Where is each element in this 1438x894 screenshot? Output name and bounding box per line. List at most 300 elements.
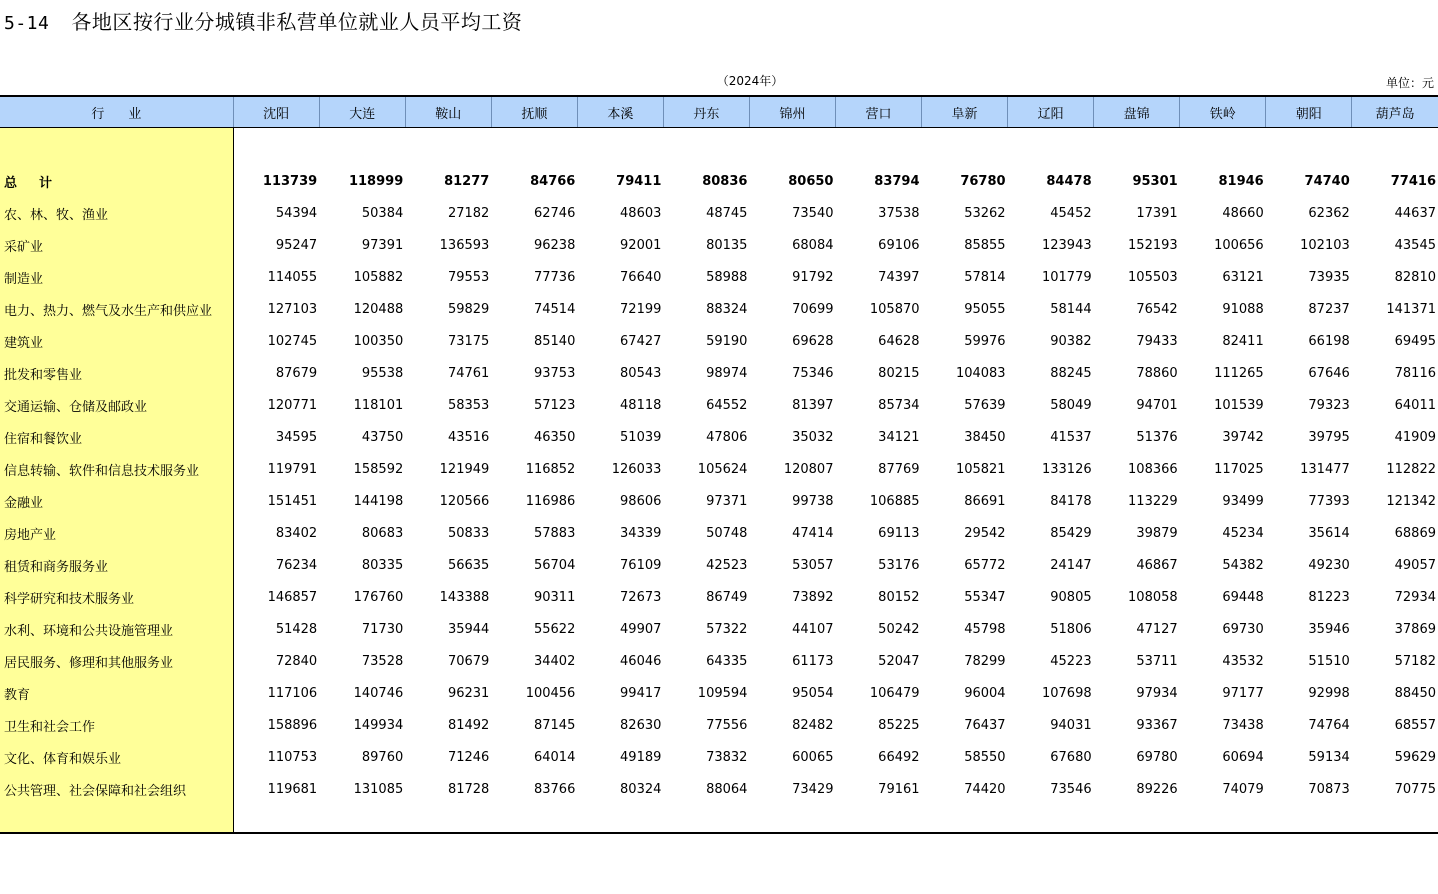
industry-label: 房地产业 bbox=[0, 517, 233, 549]
industry-label: 信息转输、软件和信息技术服务业 bbox=[0, 453, 233, 485]
wage-value: 49189 bbox=[620, 749, 662, 765]
wage-value: 97177 bbox=[1222, 685, 1264, 701]
wage-value: 45223 bbox=[1050, 653, 1092, 669]
wage-value: 101779 bbox=[1041, 269, 1092, 285]
wage-value: 67427 bbox=[620, 333, 662, 349]
wage-value: 88324 bbox=[706, 301, 748, 317]
wage-value: 53711 bbox=[1136, 653, 1178, 669]
wage-value: 82411 bbox=[1222, 333, 1264, 349]
wage-value: 95247 bbox=[275, 237, 318, 253]
wage-value: 108058 bbox=[1128, 589, 1178, 605]
wage-value: 81397 bbox=[792, 397, 834, 413]
wage-value: 74764 bbox=[1308, 717, 1350, 733]
wage-table bbox=[0, 95, 1438, 834]
wage-value: 84178 bbox=[1050, 493, 1092, 509]
wage-value: 84478 bbox=[1046, 173, 1092, 189]
table-title-text: 各地区按行业分城镇非私营单位就业人员平均工资 bbox=[71, 10, 523, 34]
wage-value: 120488 bbox=[353, 301, 404, 317]
wage-value: 87769 bbox=[878, 461, 920, 477]
wage-value: 46867 bbox=[1136, 557, 1178, 573]
wage-value: 96231 bbox=[447, 685, 490, 701]
wage-value: 48118 bbox=[620, 397, 662, 413]
wage-value: 105870 bbox=[869, 301, 920, 317]
wage-value: 46046 bbox=[620, 653, 662, 669]
wage-value: 41537 bbox=[1050, 429, 1092, 445]
wage-value: 45452 bbox=[1050, 205, 1092, 221]
wage-value: 117025 bbox=[1214, 461, 1264, 477]
wage-value: 106885 bbox=[869, 493, 920, 509]
wage-value: 73935 bbox=[1308, 269, 1350, 285]
header-city: 盘锦 bbox=[1094, 96, 1180, 128]
wage-value: 81492 bbox=[447, 717, 490, 733]
wage-value: 141371 bbox=[1386, 301, 1436, 317]
wage-value: 67680 bbox=[1050, 749, 1092, 765]
wage-value: 66198 bbox=[1308, 333, 1350, 349]
wage-value: 89226 bbox=[1136, 781, 1178, 797]
label-cell bbox=[0, 805, 233, 833]
wage-value: 62362 bbox=[1308, 205, 1350, 221]
wage-value: 48660 bbox=[1222, 205, 1264, 221]
wage-value: 56635 bbox=[447, 557, 490, 573]
table-row bbox=[0, 421, 1438, 453]
wage-value: 60694 bbox=[1222, 749, 1264, 765]
wage-value: 44637 bbox=[1394, 205, 1436, 221]
wage-value: 76640 bbox=[620, 269, 662, 285]
wage-value: 49907 bbox=[620, 621, 662, 637]
wage-value: 79161 bbox=[878, 781, 920, 797]
wage-value: 95055 bbox=[964, 301, 1006, 317]
wage-value: 46350 bbox=[533, 429, 576, 445]
wage-value: 74514 bbox=[533, 301, 576, 317]
wage-value: 83766 bbox=[533, 781, 576, 797]
wage-value: 88450 bbox=[1394, 685, 1436, 701]
wage-value: 146857 bbox=[267, 589, 318, 605]
wage-value: 88245 bbox=[1050, 365, 1092, 381]
wage-value: 74761 bbox=[447, 365, 490, 381]
wage-value: 71246 bbox=[447, 749, 490, 765]
wage-value: 93753 bbox=[533, 365, 576, 381]
wage-value: 50833 bbox=[447, 525, 490, 541]
wage-value: 43516 bbox=[447, 429, 490, 445]
wage-value: 95301 bbox=[1132, 173, 1178, 189]
industry-label: 卫生和社会工作 bbox=[0, 709, 233, 741]
table-row bbox=[0, 293, 1438, 325]
wage-value: 51428 bbox=[275, 621, 318, 637]
wage-value: 17391 bbox=[1136, 205, 1178, 221]
wage-value: 72934 bbox=[1394, 589, 1436, 605]
wage-value: 27182 bbox=[447, 205, 490, 221]
wage-value: 58353 bbox=[447, 397, 490, 413]
wage-value: 85429 bbox=[1050, 525, 1092, 541]
unit-note: 单位：元 bbox=[1385, 76, 1434, 90]
wage-value: 91792 bbox=[792, 269, 834, 285]
wage-value: 58049 bbox=[1050, 397, 1092, 413]
wage-value: 87237 bbox=[1308, 301, 1350, 317]
wage-value: 72840 bbox=[275, 653, 318, 669]
wage-value: 86691 bbox=[964, 493, 1006, 509]
wage-value: 90382 bbox=[1050, 333, 1092, 349]
wage-value: 41909 bbox=[1394, 429, 1436, 445]
wage-value: 131477 bbox=[1300, 461, 1350, 477]
wage-value: 77393 bbox=[1308, 493, 1350, 509]
wage-value: 131085 bbox=[353, 781, 404, 797]
wage-value: 76437 bbox=[964, 717, 1006, 733]
wage-value: 34402 bbox=[533, 653, 576, 669]
wage-value: 72199 bbox=[620, 301, 662, 317]
table-row bbox=[0, 357, 1438, 389]
wage-value: 81277 bbox=[444, 173, 490, 189]
industry-label: 水利、环境和公共设施管理业 bbox=[0, 613, 233, 645]
wage-value: 77416 bbox=[1390, 173, 1436, 189]
wage-value: 59629 bbox=[1394, 749, 1436, 765]
wage-value: 105624 bbox=[697, 461, 748, 477]
wage-value: 82630 bbox=[620, 717, 662, 733]
wage-value: 73175 bbox=[447, 333, 490, 349]
wage-value: 49057 bbox=[1394, 557, 1436, 573]
wage-value: 102745 bbox=[267, 333, 318, 349]
wage-value: 81223 bbox=[1308, 589, 1350, 605]
page-title bbox=[4, 6, 522, 35]
table-row bbox=[0, 741, 1438, 773]
wage-value: 82482 bbox=[792, 717, 834, 733]
wage-value: 113739 bbox=[262, 173, 318, 189]
wage-value: 107698 bbox=[1041, 685, 1092, 701]
wage-value: 35946 bbox=[1308, 621, 1350, 637]
wage-value: 64014 bbox=[533, 749, 576, 765]
wage-value: 97934 bbox=[1136, 685, 1178, 701]
wage-value: 119791 bbox=[267, 461, 318, 477]
total-row bbox=[0, 165, 1438, 197]
wage-value: 47806 bbox=[706, 429, 748, 445]
wage-value: 101539 bbox=[1214, 397, 1264, 413]
wage-value: 57322 bbox=[706, 621, 748, 637]
wage-value: 39795 bbox=[1308, 429, 1350, 445]
wage-value: 85734 bbox=[878, 397, 920, 413]
wage-value: 69730 bbox=[1222, 621, 1264, 637]
wage-value: 69113 bbox=[878, 525, 920, 541]
wage-value: 67646 bbox=[1308, 365, 1350, 381]
wage-value: 120566 bbox=[439, 493, 490, 509]
industry-label: 文化、体育和娱乐业 bbox=[0, 741, 233, 773]
wage-value: 70775 bbox=[1394, 781, 1436, 797]
wage-value: 133126 bbox=[1041, 461, 1092, 477]
header-city: 鞍山 bbox=[405, 96, 491, 128]
wage-value: 64628 bbox=[878, 333, 920, 349]
wage-value: 51806 bbox=[1050, 621, 1092, 637]
wage-value: 95054 bbox=[792, 685, 834, 701]
wage-value: 105503 bbox=[1128, 269, 1178, 285]
wage-value: 176760 bbox=[353, 589, 404, 605]
wage-value: 51039 bbox=[620, 429, 662, 445]
table-row bbox=[0, 709, 1438, 741]
wage-value: 158592 bbox=[353, 461, 404, 477]
table-row bbox=[0, 613, 1438, 645]
wage-value: 48745 bbox=[706, 205, 748, 221]
wage-value: 37869 bbox=[1394, 621, 1436, 637]
wage-value: 110753 bbox=[267, 749, 318, 765]
wage-value: 52047 bbox=[878, 653, 920, 669]
wage-value: 44107 bbox=[792, 621, 834, 637]
wage-value: 79433 bbox=[1136, 333, 1178, 349]
wage-value: 104083 bbox=[955, 365, 1006, 381]
table-row bbox=[0, 677, 1438, 709]
wage-value: 80543 bbox=[620, 365, 662, 381]
wage-value: 71730 bbox=[361, 621, 404, 637]
wage-value: 45234 bbox=[1222, 525, 1264, 541]
wage-value: 47127 bbox=[1136, 621, 1178, 637]
header-city: 营口 bbox=[835, 96, 921, 128]
wage-value: 116852 bbox=[525, 461, 576, 477]
wage-value: 106479 bbox=[869, 685, 920, 701]
wage-value: 91088 bbox=[1222, 301, 1264, 317]
wage-value: 89760 bbox=[361, 749, 404, 765]
table-row bbox=[0, 261, 1438, 293]
wage-value: 123943 bbox=[1041, 237, 1092, 253]
wage-value: 53057 bbox=[792, 557, 834, 573]
table-row bbox=[0, 229, 1438, 261]
industry-label: 批发和零售业 bbox=[0, 357, 233, 389]
header-city: 丹东 bbox=[663, 96, 749, 128]
wage-value: 57883 bbox=[533, 525, 576, 541]
table-row bbox=[0, 581, 1438, 613]
wage-value: 111265 bbox=[1214, 365, 1264, 381]
wage-value: 73540 bbox=[792, 205, 834, 221]
wage-value: 80215 bbox=[878, 365, 920, 381]
wage-value: 48603 bbox=[620, 205, 662, 221]
wage-value: 94701 bbox=[1136, 397, 1178, 413]
wage-value: 49230 bbox=[1308, 557, 1350, 573]
wage-value: 88064 bbox=[706, 781, 748, 797]
wage-value: 73528 bbox=[361, 653, 404, 669]
wage-value: 100350 bbox=[353, 333, 404, 349]
wage-value: 35944 bbox=[447, 621, 490, 637]
wage-value: 37538 bbox=[878, 205, 920, 221]
wage-value: 80650 bbox=[788, 173, 834, 189]
header-city: 葫芦岛 bbox=[1352, 96, 1438, 128]
wage-value: 53176 bbox=[878, 557, 920, 573]
industry-label: 住宿和餐饮业 bbox=[0, 421, 233, 453]
wage-value: 53262 bbox=[964, 205, 1006, 221]
wage-value: 97371 bbox=[706, 493, 748, 509]
wage-value: 84766 bbox=[530, 173, 576, 189]
wage-value: 77556 bbox=[706, 717, 748, 733]
wage-value: 121342 bbox=[1386, 493, 1436, 509]
industry-label: 农、林、牧、渔业 bbox=[0, 197, 233, 229]
industry-label: 教育 bbox=[0, 677, 233, 709]
wage-value: 68557 bbox=[1394, 717, 1436, 733]
wage-value: 78116 bbox=[1394, 365, 1436, 381]
wage-value: 38450 bbox=[964, 429, 1006, 445]
wage-value: 114055 bbox=[267, 269, 318, 285]
wage-value: 98974 bbox=[706, 365, 748, 381]
wage-value: 120771 bbox=[267, 397, 318, 413]
wage-value: 85855 bbox=[964, 237, 1006, 253]
wage-value: 76542 bbox=[1136, 301, 1178, 317]
wage-value: 80135 bbox=[706, 237, 748, 253]
wage-value: 65772 bbox=[964, 557, 1006, 573]
wage-value: 57123 bbox=[533, 397, 576, 413]
table-row bbox=[0, 517, 1438, 549]
wage-value: 70679 bbox=[447, 653, 490, 669]
table-number: 5-14 bbox=[4, 13, 50, 34]
wage-value: 58144 bbox=[1050, 301, 1092, 317]
table-row bbox=[0, 325, 1438, 357]
wage-value: 118999 bbox=[348, 173, 404, 189]
wage-value: 80324 bbox=[620, 781, 662, 797]
wage-value: 55347 bbox=[964, 589, 1006, 605]
wage-value: 149934 bbox=[353, 717, 404, 733]
wage-value: 126033 bbox=[611, 461, 662, 477]
wage-value: 73438 bbox=[1222, 717, 1264, 733]
wage-value: 69495 bbox=[1394, 333, 1436, 349]
industry-label: 租赁和商务服务业 bbox=[0, 549, 233, 581]
wage-value: 66492 bbox=[878, 749, 920, 765]
wage-value: 152193 bbox=[1128, 237, 1178, 253]
header-city: 阜新 bbox=[922, 96, 1008, 128]
wage-value: 61173 bbox=[792, 653, 834, 669]
wage-value: 51376 bbox=[1136, 429, 1178, 445]
industry-label: 金融业 bbox=[0, 485, 233, 517]
wage-value: 117106 bbox=[267, 685, 318, 701]
wage-value: 57182 bbox=[1394, 653, 1436, 669]
wage-value: 82810 bbox=[1394, 269, 1436, 285]
wage-value: 50384 bbox=[361, 205, 404, 221]
industry-label: 科学研究和技术服务业 bbox=[0, 581, 233, 613]
wage-value: 136593 bbox=[439, 237, 490, 253]
wage-value: 121949 bbox=[439, 461, 490, 477]
wage-value: 70699 bbox=[792, 301, 834, 317]
wage-value: 43545 bbox=[1394, 237, 1436, 253]
wage-value: 113229 bbox=[1128, 493, 1178, 509]
wage-value: 81946 bbox=[1218, 173, 1264, 189]
wage-value: 59976 bbox=[964, 333, 1006, 349]
table-row bbox=[0, 453, 1438, 485]
wage-value: 56704 bbox=[533, 557, 576, 573]
industry-label: 总计 bbox=[0, 165, 233, 197]
wage-value: 143388 bbox=[439, 589, 490, 605]
wage-value: 83794 bbox=[874, 173, 920, 189]
wage-value: 64335 bbox=[706, 653, 748, 669]
wage-value: 34121 bbox=[878, 429, 920, 445]
wage-value: 39742 bbox=[1222, 429, 1264, 445]
wage-value: 79411 bbox=[616, 173, 662, 189]
header-city: 辽阳 bbox=[1008, 96, 1094, 128]
wage-value: 100656 bbox=[1214, 237, 1264, 253]
wage-value: 69448 bbox=[1222, 589, 1264, 605]
header-city: 本溪 bbox=[577, 96, 663, 128]
wage-value: 69106 bbox=[878, 237, 920, 253]
wage-value: 93367 bbox=[1136, 717, 1178, 733]
wage-value: 68869 bbox=[1394, 525, 1436, 541]
wage-value: 42523 bbox=[706, 557, 748, 573]
wage-value: 73832 bbox=[706, 749, 748, 765]
wage-value: 50242 bbox=[878, 621, 920, 637]
industry-label: 交通运输、仓储及邮政业 bbox=[0, 389, 233, 421]
wage-value: 87679 bbox=[275, 365, 318, 381]
wage-value: 59829 bbox=[447, 301, 490, 317]
wage-value: 127103 bbox=[267, 301, 318, 317]
spacer-row bbox=[0, 128, 1438, 166]
wage-value: 80683 bbox=[361, 525, 404, 541]
wage-value: 29542 bbox=[964, 525, 1006, 541]
header-city: 抚顺 bbox=[491, 96, 577, 128]
wage-value: 120807 bbox=[783, 461, 834, 477]
wage-value: 64011 bbox=[1394, 397, 1436, 413]
wage-value: 83402 bbox=[275, 525, 318, 541]
wage-value: 78860 bbox=[1136, 365, 1178, 381]
wage-value: 74740 bbox=[1304, 173, 1350, 189]
wage-value: 43532 bbox=[1222, 653, 1264, 669]
wage-value: 90311 bbox=[533, 589, 576, 605]
wage-value: 58550 bbox=[964, 749, 1006, 765]
table-row bbox=[0, 773, 1438, 805]
wage-value: 59190 bbox=[706, 333, 748, 349]
wage-value: 74397 bbox=[878, 269, 920, 285]
wage-value: 95538 bbox=[361, 365, 404, 381]
header-city: 沈阳 bbox=[233, 96, 319, 128]
empty-cell bbox=[233, 805, 1438, 833]
wage-value: 99738 bbox=[792, 493, 834, 509]
industry-label: 制造业 bbox=[0, 261, 233, 293]
wage-value: 54382 bbox=[1222, 557, 1264, 573]
wage-value: 62746 bbox=[533, 205, 576, 221]
table-row bbox=[0, 389, 1438, 421]
wage-value: 35614 bbox=[1308, 525, 1350, 541]
wage-value: 59134 bbox=[1308, 749, 1350, 765]
wage-value: 57814 bbox=[964, 269, 1006, 285]
wage-value: 112822 bbox=[1386, 461, 1436, 477]
wage-value: 77736 bbox=[533, 269, 576, 285]
wage-value: 58988 bbox=[706, 269, 748, 285]
wage-value: 76780 bbox=[960, 173, 1006, 189]
table-row bbox=[0, 645, 1438, 677]
wage-value: 50748 bbox=[706, 525, 748, 541]
wage-value: 73429 bbox=[792, 781, 834, 797]
wage-value: 96238 bbox=[533, 237, 576, 253]
table-row bbox=[0, 485, 1438, 517]
wage-value: 63121 bbox=[1222, 269, 1264, 285]
table-row bbox=[0, 549, 1438, 581]
industry-label: 公共管理、社会保障和社会组织 bbox=[0, 773, 233, 805]
header-city: 锦州 bbox=[749, 96, 835, 128]
industry-label: 居民服务、修理和其他服务业 bbox=[0, 645, 233, 677]
wage-value: 75346 bbox=[792, 365, 834, 381]
wage-value: 80836 bbox=[702, 173, 748, 189]
wage-value: 99417 bbox=[620, 685, 662, 701]
wage-value: 54394 bbox=[275, 205, 318, 221]
wage-value: 105882 bbox=[353, 269, 404, 285]
wage-value: 35032 bbox=[792, 429, 834, 445]
wage-value: 76109 bbox=[620, 557, 662, 573]
wage-value: 86749 bbox=[706, 589, 748, 605]
wage-value: 102103 bbox=[1300, 237, 1350, 253]
wage-value: 85225 bbox=[878, 717, 920, 733]
wage-value: 81728 bbox=[447, 781, 490, 797]
wage-value: 80335 bbox=[361, 557, 404, 573]
wage-value: 92001 bbox=[620, 237, 662, 253]
wage-value: 109594 bbox=[697, 685, 748, 701]
header-industry: 行业 bbox=[0, 96, 233, 128]
header-row bbox=[0, 96, 1438, 128]
wage-value: 79323 bbox=[1308, 397, 1350, 413]
wage-value: 85140 bbox=[533, 333, 576, 349]
industry-label: 电力、热力、燃气及水生产和供应业 bbox=[0, 293, 233, 325]
wage-value: 140746 bbox=[353, 685, 404, 701]
wage-value: 94031 bbox=[1050, 717, 1092, 733]
header-city: 朝阳 bbox=[1266, 96, 1352, 128]
wage-value: 34339 bbox=[620, 525, 662, 541]
wage-value: 43750 bbox=[361, 429, 404, 445]
